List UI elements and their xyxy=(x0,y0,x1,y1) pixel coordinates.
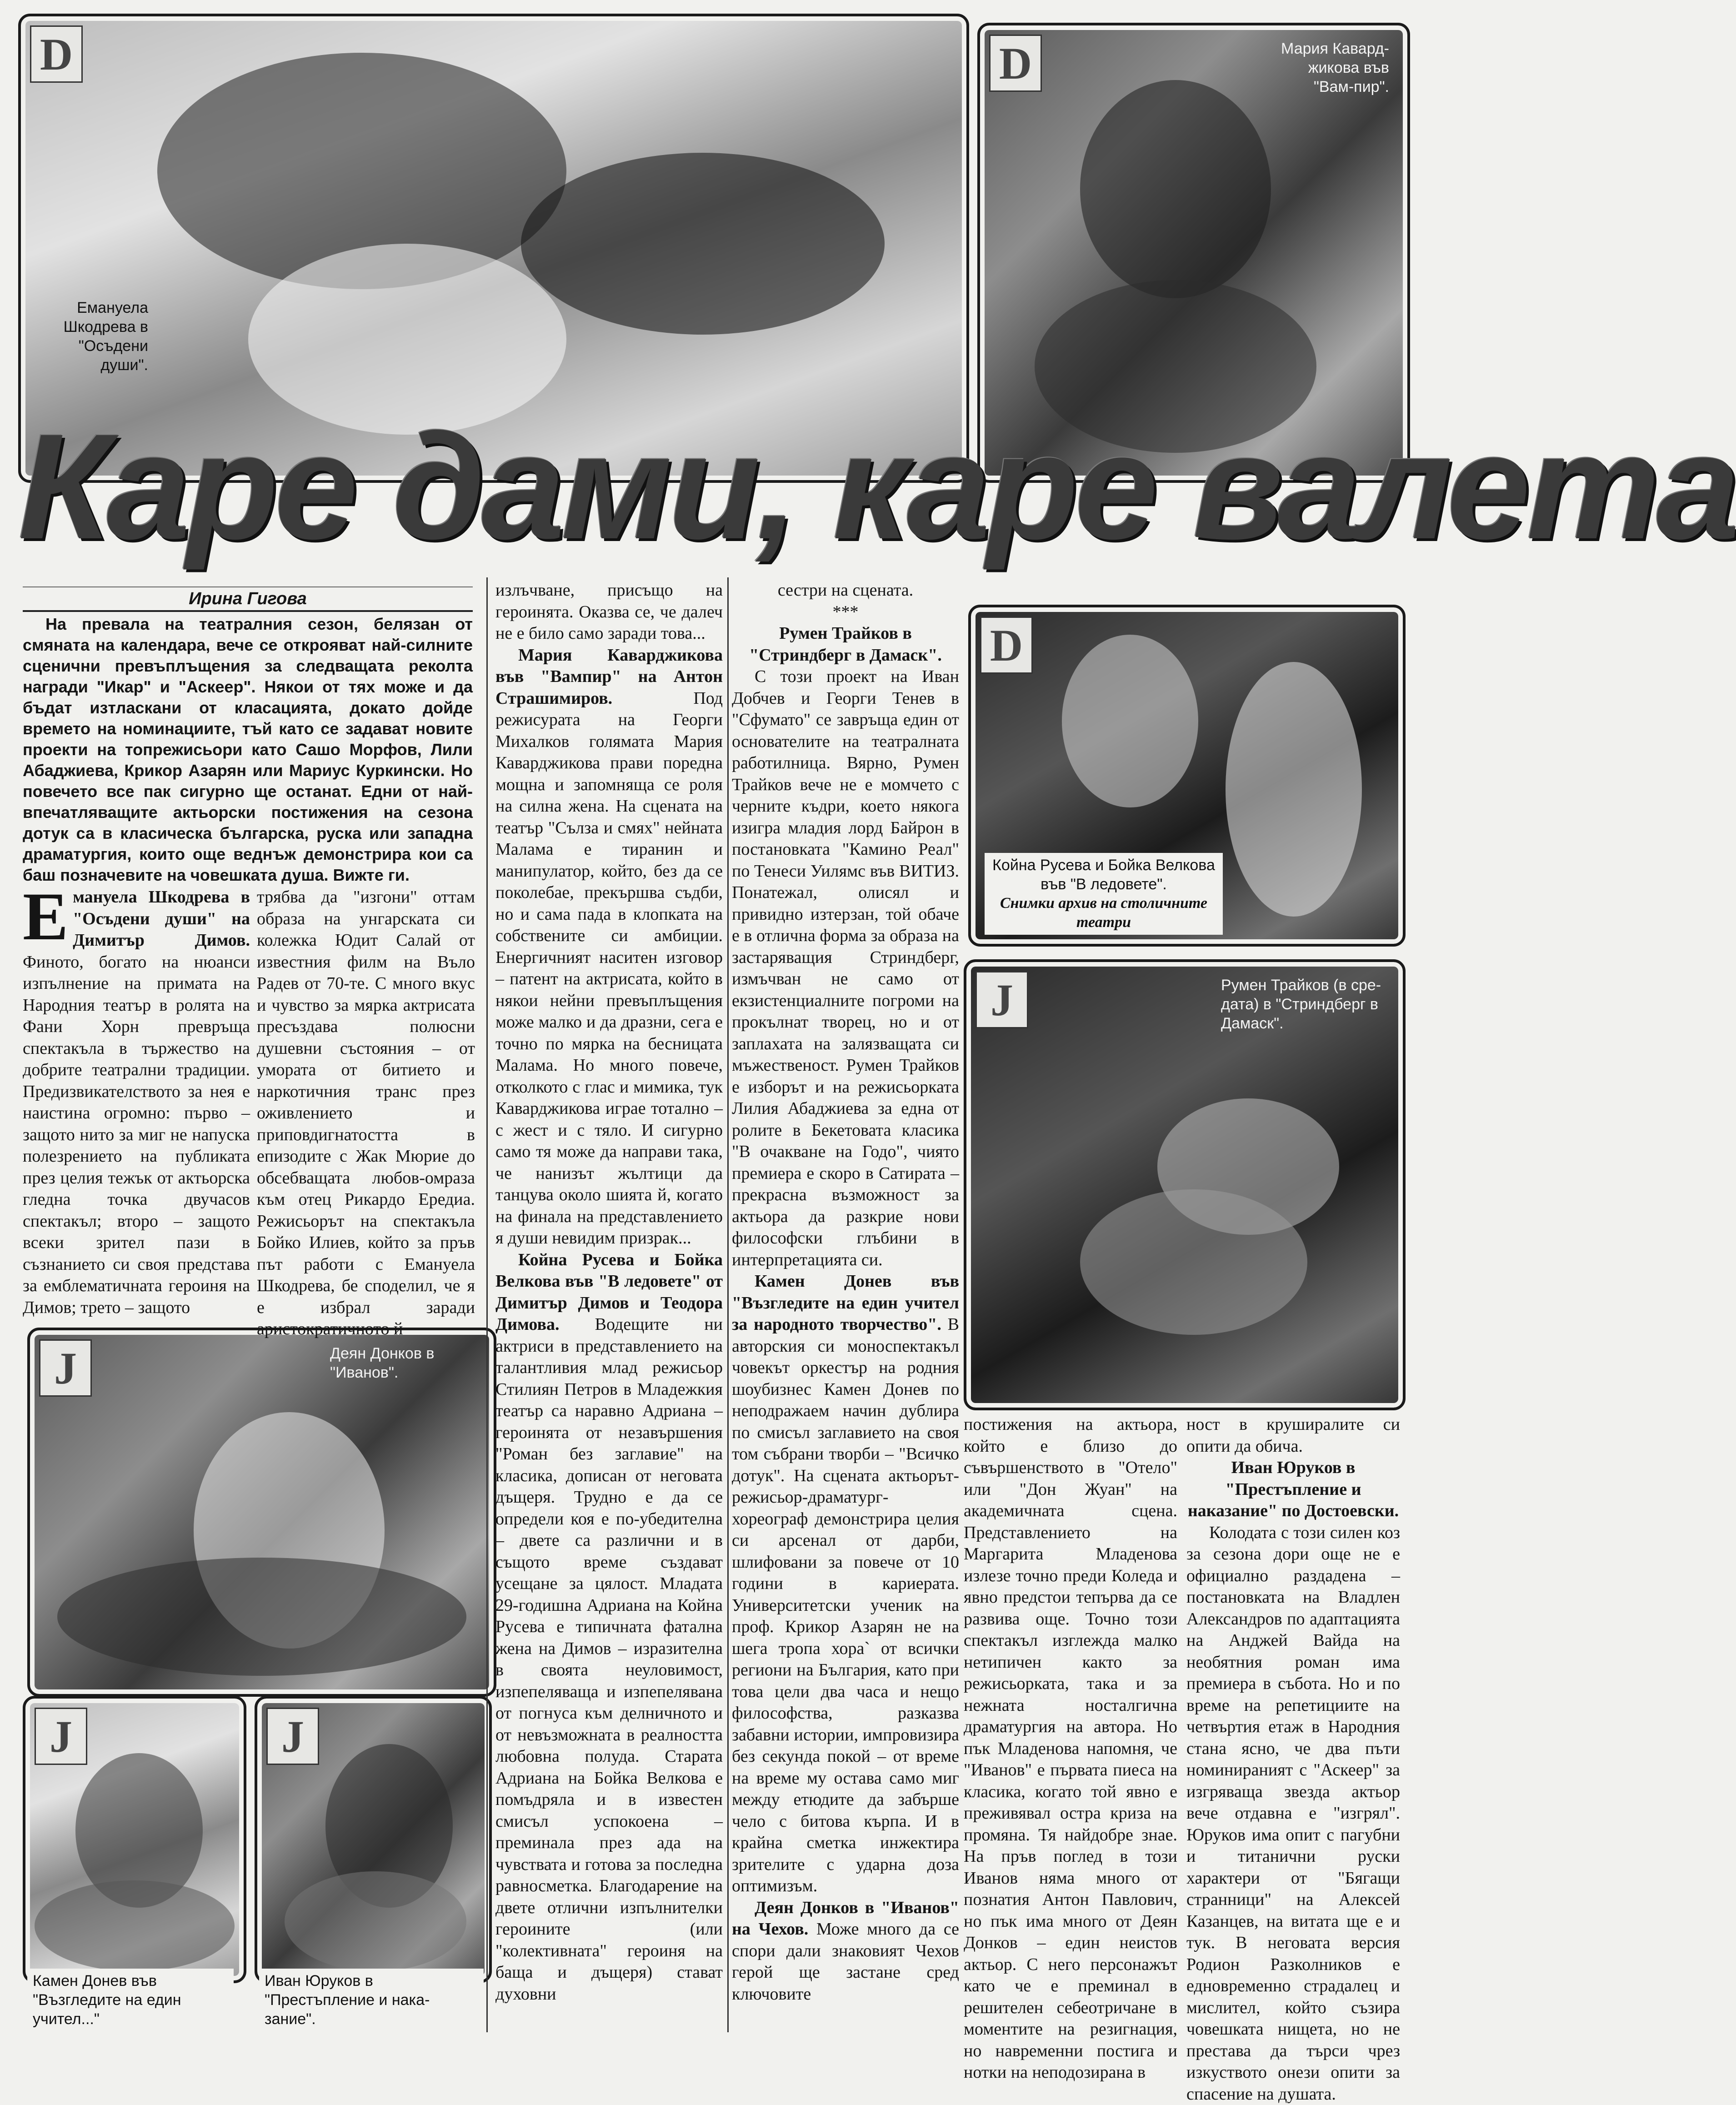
caption-ruseva-velkova xyxy=(985,853,1223,935)
caption-kavardzhikova: Мария Кавард-жикова във "Вам-пир". xyxy=(1271,39,1389,96)
caption-shkodreva: Емануела Шкодрева в "Осъдени души". xyxy=(44,298,148,375)
column-4 xyxy=(732,580,959,2035)
byline: Ирина Гигова xyxy=(23,586,473,612)
badge-j: J xyxy=(266,1708,319,1765)
column-divider xyxy=(727,577,729,2032)
caption-donev: Камен Донев във "Възгледите на един учител..." xyxy=(27,1969,234,2031)
col6-heading-b: Иван Юруков в "Престъпление и наказание" по Достоевски. xyxy=(1188,1458,1399,1520)
column-6 xyxy=(1186,1414,1400,2037)
photo-donkov xyxy=(27,1328,496,1697)
badge-d: D xyxy=(989,35,1042,92)
col3-heading-c: Койна Русева и Бойка Велкова във "В ледовете" от Димитър Димов и Теодора Димова. xyxy=(495,1250,723,1334)
badge-j: J xyxy=(35,1708,87,1765)
col4-text-b: С този проект на Иван Добчев и Георги Тенев в "Сфумато" се завръща един от основателите на театралната работилница. Вярно, Румен Трайков вече не е момчето с черните къдри, което някога изигра младия лорд Байрон в постановката "Камино Реал" по Тенеси Уилямс във ВИТИЗ. Понатежал, олисял и привидно изтерзан, той обаче е в отлична форма за образа на застаряващия Стриндберг, измъчван не само от екзистенциалните погроми на прокълнат творец, но и от заплахата на залязващата си мъжественост. Румен Трайков е изборът и на режисьорката Лилия Абаджиева за една от ролите в Бекетовата класика "В очакване на Годо", чиято премиера е скоро в Сатирата – прекрасна възможност за актьора да разкрие нови философски глъбини в интерпретацията си. xyxy=(732,666,959,1271)
drop-cap: Е xyxy=(23,889,68,944)
col4-text-c: В авторския си моноспектакъл човекът оркестър на родния шоубизнес Камен Донев по неподражаем начин дублира по смисъл заглавието на своя том събрани творби – "Всичко дотук". На сцената актьорът-режисьор-драматург-хореограф демонстрира целия си арсенал от дарби, шлифовани за повече от 10 години в кариерата. Университетски ученик на проф. Крикор Азарян не на шега тропа хора` от всички региони на България, като при това цели два часа и нещо философства, разказва забавни истории, импровизира без секунда покой – от време на време му остава само миг между етюдите да забърше чело с битова кърпа. И в крайна сметка инжектира зрителите с ударна доза оптимизъм. xyxy=(732,1315,959,1895)
column-divider xyxy=(486,577,488,2032)
caption-traykov: Румен Трайков (в сре-дата) в "Стриндберг в Дамаск". xyxy=(1221,976,1389,1033)
photo-ruseva-velkova xyxy=(968,605,1406,947)
col3-text-b: Под режисурата на Георги Михалков голямата Мария Каварджикова прави поредна мощна и запомняща се роля на силна жена. На сцената на театър "Сълза и смях" нейната Малама е тиранин и манипулатор, който, без да се поколебае, прекършва съдби, но и сама пада в клопката на собствените си амбиции. Енергичният наситен изговор – патент на актрисата, който в някои нейни превъплъщения може малко и да дразни, сега е точно по мярка на бесницата Малама. Но много повече, отколкото с глас и мимика, тук Каварджикова играе тотално – с жест и с тяло. И сигурно само тя може да направи така, че нанизът жълтици да танцува около шията й, когато на финала на представлението я души невидим призрак... xyxy=(495,689,723,1248)
column-3 xyxy=(495,580,723,2035)
col6-text-a: ност в круширалите си опити да обича. xyxy=(1186,1414,1400,1457)
col1-heading: мануела Шкодрева в "Осъдени души" на Димитър Димов. xyxy=(73,887,250,950)
caption-yurukov: Иван Юруков в "Престъпление и нака-зание". xyxy=(259,1969,484,2031)
col4-heading-d: Деян Донков в "Иванов" на Чехов. xyxy=(732,1898,959,1939)
col3-text-c: Водещите ни актриси в представлението на талантливия млад режисьор Стилиян Петров в Младежкия театър са наравно Адриана – героинята от незавършения "Роман без заглавие" на класика, дописан от неговата дъщеря. Трудно е да се определи коя е по-убедителна – двете са различни и в същото време създават усещане за цялост. Младата 29-годишна Адриана на Койна Русева е типичната фатална жена на Димов – изразителна в своята неуловимост, изпепеляваща и изпепелявана от погнуса към делничното и от невъзможната в реалността любовна полуда. Старата Адриана на Бойка Велкова е помъдряла и в известен смисъл успокоена – преминала през ада на чувствата и готова за последна равносметка. Благодарение на двете отлични изпълнителки героините (или "колективната" героиня на баща и дъщеря) стават духовни xyxy=(495,1315,723,2004)
section-separator: *** xyxy=(732,601,959,623)
lead-paragraph xyxy=(23,614,473,873)
col5-text: постижения на актьора, който е близо до съвършенството в "Отело" или "Дон Жуан" на академичната сцена. Представлението на Маргарита Младенова излезе точно преди Коледа и явно предстои тепърва да се развива още. Точно този спектакъл изглежда малко нетипичен както за режисьорката, така и за нежната носталгична драматургия на автора. Но пък Младенова напомня, че "Иванов" е първата пиеса на класика, когато той явно е преживявал остра криза на промяна. Тя найдобре знае. На пръв поглед в този Иванов няма много от познатия Антон Павлович, но пък има много от Деян Донков – един неистов актьор. С него персонажът като че е преминал в решителен себеотричане в моментите на резигнация, но навременни постига и нотки на неподозирана в xyxy=(964,1414,1177,2084)
caption-donkov: Деян Донков в "Иванов". xyxy=(330,1344,475,1382)
col4-heading-b: Румен Трайков в "Стриндберг в Дамаск". xyxy=(749,624,942,665)
column-1 xyxy=(23,887,250,1318)
badge-j: J xyxy=(39,1339,92,1397)
col3-heading-b: Мария Каварджикова във "Вампир" на Антон Страшимиров. xyxy=(495,646,723,708)
photo-credit: Снимки архив на столичните театри xyxy=(990,894,1217,932)
photo-yurukov xyxy=(255,1696,492,1983)
col6-text-b: Колодата с този силен коз за сезона дори още не е официално раздадена – постановката на Владлен Александров по адаптацията на Анджей Вайда на необятния роман има премиера в събота. Но и по време на репетициите на четвъртия етаж в Народния стана ясно, че два пъти номинираният с "Аскеер" за изгряваща звезда актьор вече отдавна е "изгрял". Юруков има опит с пагубни и титанични руски характери от "Бягащи странници" на Алексей Казанцев, на витата ще е и тук. В неговата версия Родион Разколников е едновременно страдалец и мислител, който съзира човешката нищета, но не престава да търси чрез изкуството онези опити за спасение на душата. xyxy=(1186,1522,1400,2105)
col1-text: Финото, богато на нюанси изпълнение на примата на Народния театър в ролята на Фани Хорн превръща спектакъла в тържество на добрите театрални традиции. Предизвикателството за нея е наистина огромно: първо – защото нито за миг не напуска полезрението на публиката през целия тежък от актьорска гледна точка двучасов спектакъл; второ – защото всеки зрител пази в съзнанието си своя представа за емблематичната героиня на Димов; трето – защото xyxy=(23,952,250,1317)
col2-text: трябва да "изгони" оттам образа на унгарската си колежка Юдит Салай от известния филм на Вълo Радев от 70-те. С много вкус и чувство за мярка актрисата пресъздава полюсни душевни състояния – от умората от битието и наркотичния транс през оживлението и приповдигнатостта в епизодите с Жак Мюрие до обсебващата любов-омраза към отец Рикардо Ередиа. Режисьорът на спектакъла Бойко Илиев, който за пръв път работи с Емануела Шкодрева, бе споделил, че я е избрал заради аристократичното й xyxy=(257,887,475,1340)
badge-d: D xyxy=(980,616,1033,674)
badge-d: D xyxy=(30,25,83,83)
caption-ruseva-velkova-text: Койна Русева и Бойка Велкова във "В ледовете". xyxy=(990,856,1217,894)
col3-text-a: излъчване, присъщо на героинята. Оказва се, че далеч не е било само заради това... xyxy=(495,580,723,645)
photo-traykov xyxy=(964,959,1406,1410)
col4-heading-c: Камен Донев във "Възгледите на един учител за народното творчество". xyxy=(732,1272,959,1334)
col4-text-a: сестри на сцената. xyxy=(732,580,959,601)
lead-text: На превала на театралния сезон, белязан от смяната на календара, вече се открояват най-силните сценични превъплъщения за следващата реколта награди "Икар" и "Аскеер". Някои от тях може и да бъдат изтласкани от класацията, докато дойде времето на номинациите, тъй като се задават новите проекти на топрежисьори като Сашо Морфов, Лили Абаджиева, Крикор Азарян или Мариус Куркински. Но повечето все пак сигурно ще останат. Едни от най-впечатляващите актьорски постижения на сезона дотук са в класическа българска, руска или западна драматургия, които още веднъж демонстрира кои са баш позначевите на човешката душа. Вижте ги. xyxy=(23,614,473,886)
headline: Каре дами, каре валета xyxy=(18,391,1418,582)
col4-text-d: Може много да се спори дали знаковият Чехов герой ще застане сред ключовите xyxy=(732,1920,959,2004)
photo-donev xyxy=(23,1696,246,1983)
badge-j: J xyxy=(976,971,1028,1028)
column-2 xyxy=(257,887,475,1318)
column-5 xyxy=(964,1414,1177,2037)
